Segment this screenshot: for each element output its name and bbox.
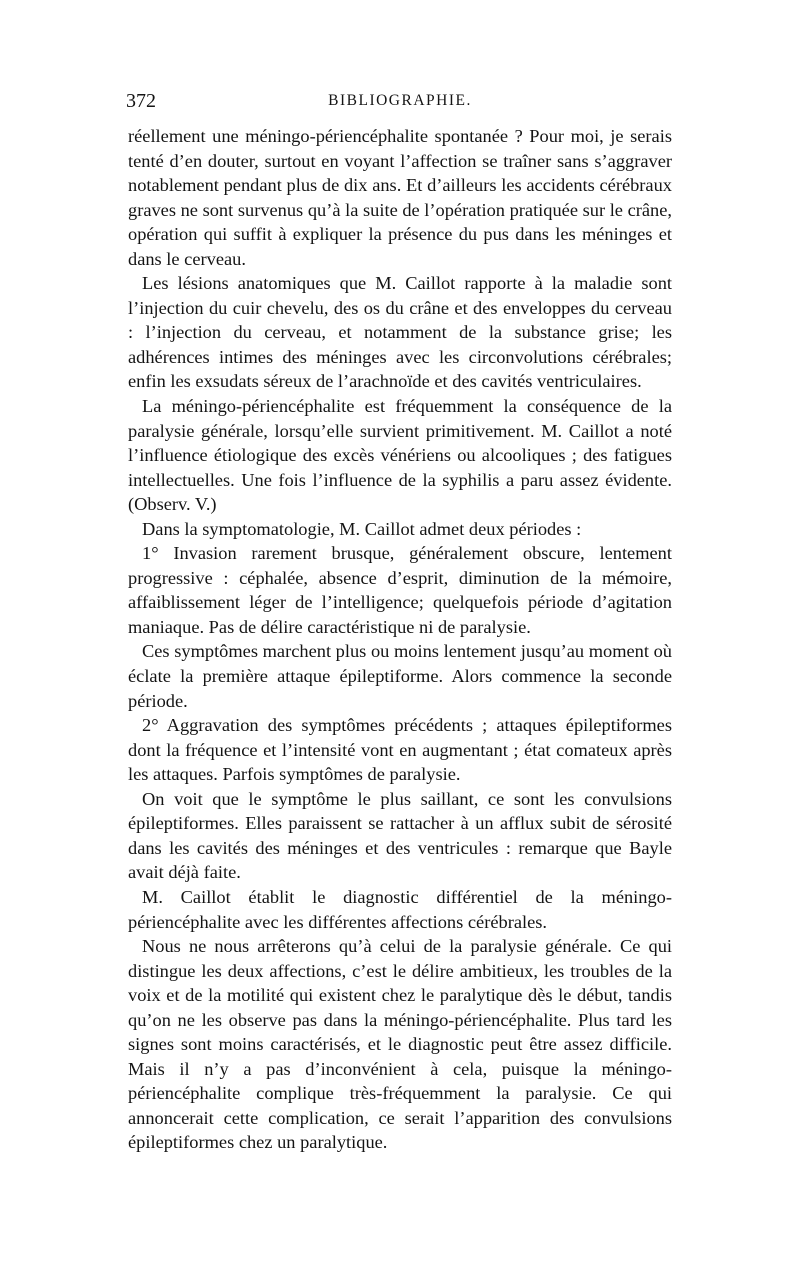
body-text — [128, 124, 672, 1155]
paragraph-first-period: 1° Invasion rarement brusque, généralement obscure, lentement progressive : céphalée, absence d’esprit, diminution de la mémoire, affaiblissement léger de l’intelligence; quelquefois période d’agitation maniaque. Pas de délire caractéristique ni de paralysie. — [128, 543, 672, 637]
paragraph-diagnosis: M. Caillot établit le diagnostic différentiel de la méningo-périencéphalite avec les différentes affections cérébrales. — [128, 886, 672, 932]
book-page — [128, 90, 672, 1155]
paragraph-symptom-progress: Ces symptômes marchent plus ou moins lentement jusqu’au moment où éclate la première attaque épileptiforme. Alors commence la seconde période. — [128, 641, 672, 711]
paragraph-second-period: 2° Aggravation des symptômes précédents ; attaques épileptiformes dont la fréquence et l’intensité vont en augmentant ; état comateux après les attaques. Parfois symptômes de paralysie. — [128, 715, 672, 785]
running-title: BIBLIOGRAPHIE. — [328, 92, 472, 109]
paragraph-etiology: La méningo-périencéphalite est fréquemment la conséquence de la paralysie générale, lorsqu’elle survient primitivement. M. Caillot a noté l’influence étiologique des excès vénériens ou alcooliques ; des fatigues intellectuelles. Une fois l’influence de la syphilis a paru assez évidente. (Observ. V.) — [128, 396, 672, 515]
paragraph-convulsions: On voit que le symptôme le plus saillant, ce sont les convulsions épileptiformes. Elles paraissent se rattacher à un afflux subit de sérosité dans les cavités des méninges et des ventricules : remarque que Bayle avait déjà faite. — [128, 788, 672, 883]
paragraph-continuation: réellement une méningo-périencéphalite spontanée ? Pour moi, je serais tenté d’en douter, surtout en voyant l’affection se traîner sans s’aggraver notablement pendant plus de dix ans. Et d’ailleurs les accidents cérébraux graves ne sont survenus qu’à la suite de l’opération pratiquée sur le crâne, opération qui suffit à expliquer la présence du pus dans les méninges et dans le cerveau. — [128, 126, 672, 269]
paragraph-general-paralysis: Nous ne nous arrêterons qu’à celui de la paralysie générale. Ce qui distingue les deux affections, c’est le délire ambitieux, les troubles de la voix et de la motilité qui existent chez le paralytique dès le début, tandis qu’on ne les observe pas dans la méningo-périencéphalite. Plus tard les signes sont moins caractérisés, et le diagnostic peut être assez difficile. Mais il n’y a pas d’inconvénient à cela, puisque la méningo-périencéphalite complique très-fréquemment la paralysie. Ce qui annoncerait cette complication, ce serait l’apparition des convulsions épileptiformes chez un paralytique. — [128, 936, 672, 1153]
paragraph-symptomatology: Dans la symptomatologie, M. Caillot admet deux périodes : — [142, 518, 582, 539]
page-number: 372 — [126, 90, 156, 112]
paragraph-lesions: Les lésions anatomiques que M. Caillot rapporte à la maladie sont l’injection du cuir chevelu, des os du crâne et des enveloppes du cerveau : l’injection du cerveau, et notamment de la substance grise; les adhérences intimes des méninges avec les circonvolutions cérébrales; enfin les exsudats séreux de l’arachnoïde et des cavités ventriculaires. — [128, 273, 672, 392]
page-header — [128, 90, 672, 124]
